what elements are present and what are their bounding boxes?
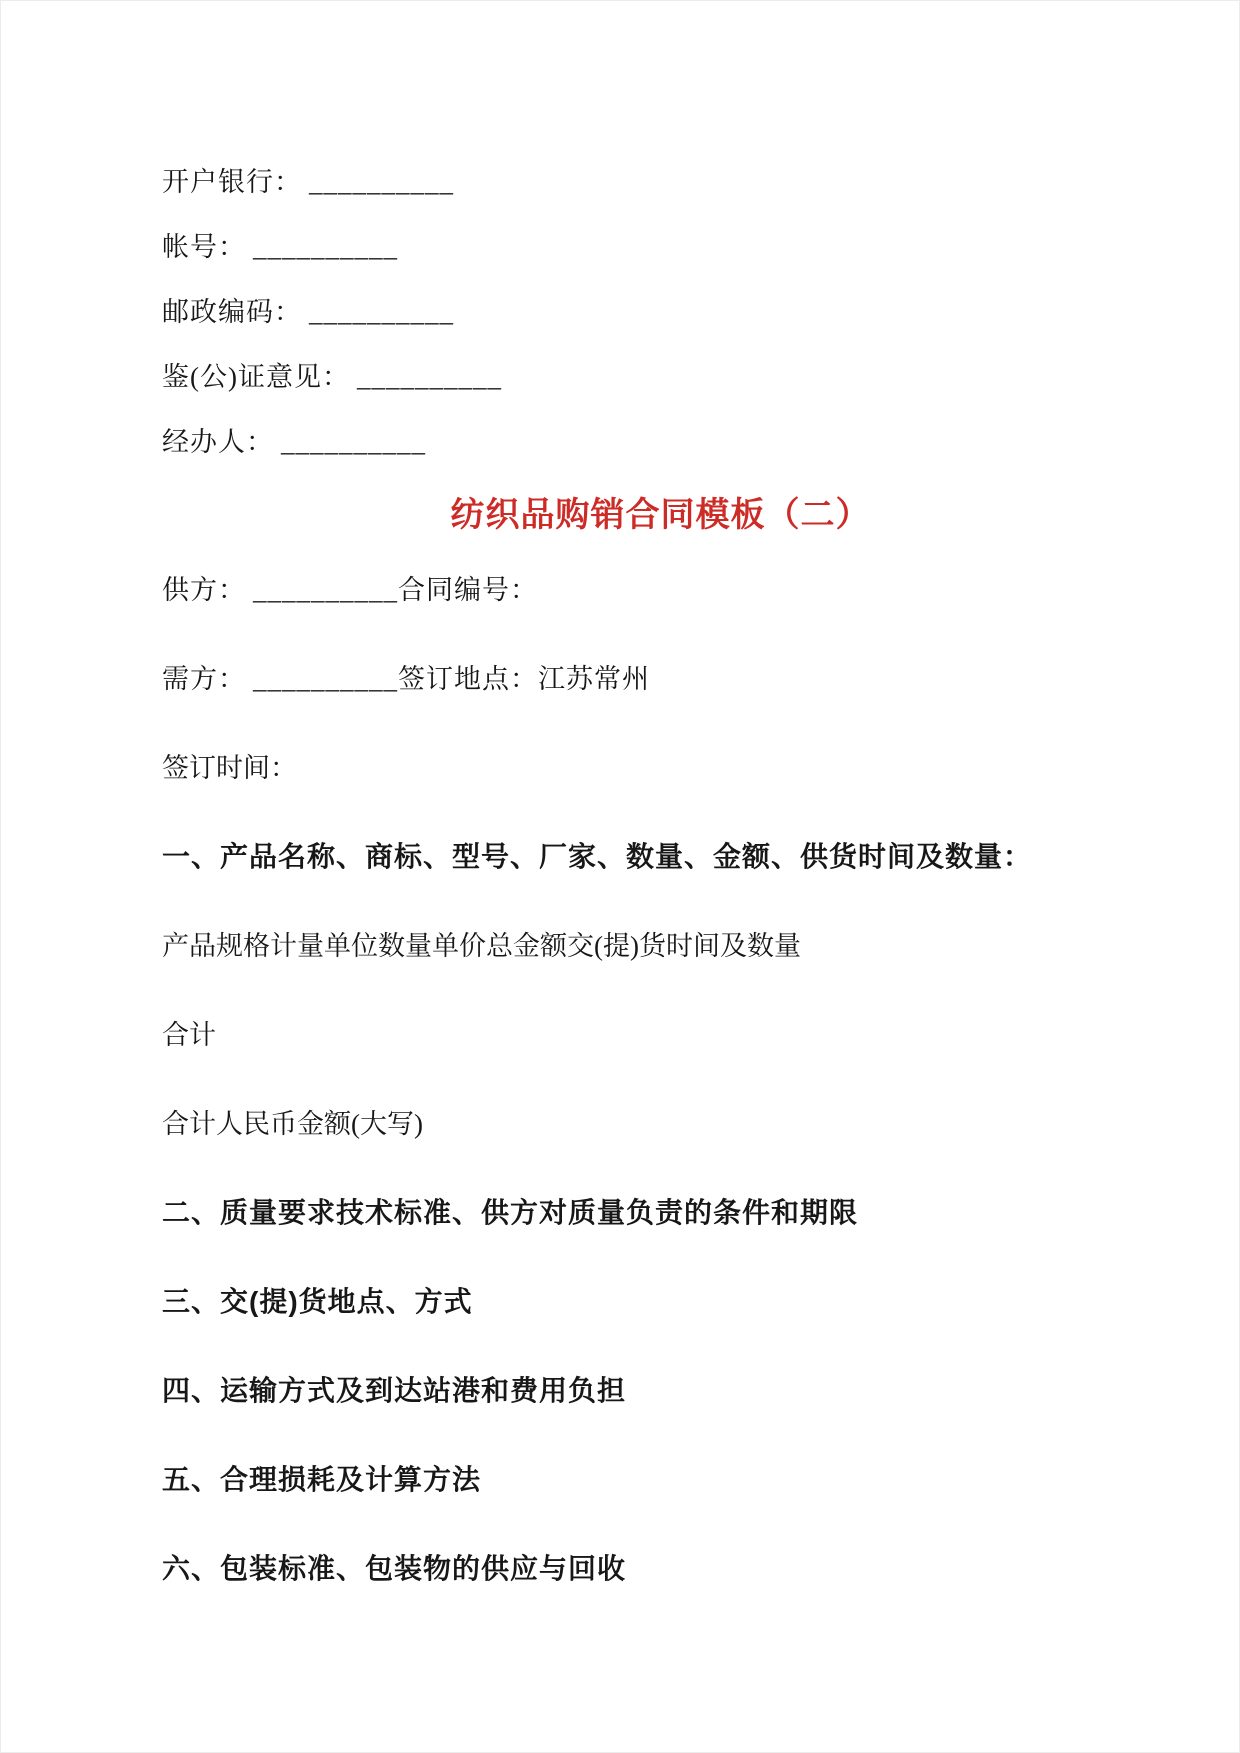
section-five-heading: 五、合理损耗及计算方法 [162, 1464, 482, 1495]
notarization-opinion-blank: __________ [356, 362, 502, 392]
postal-code-line [162, 297, 1159, 328]
account-number-label: 帐号： [162, 232, 246, 262]
document-title: 纺织品购销合同模板（二） [450, 496, 871, 534]
bank-name-label: 开户银行： [162, 167, 302, 197]
handler-line [162, 427, 1159, 458]
signing-time-line: 签订时间： [162, 753, 297, 783]
bank-name-blank: __________ [309, 167, 454, 197]
total-amount-in-words-line: 合计人民币金额(大写) [162, 1109, 423, 1139]
section-two-heading: 二、质量要求技术标准、供方对质量负责的条件和期限 [162, 1197, 859, 1228]
supplier-label: 供方： [162, 575, 246, 605]
account-number-blank: __________ [253, 232, 398, 262]
section-three-heading: 三、交(提)货地点、方式 [162, 1286, 473, 1317]
bank-name-line [162, 167, 1159, 198]
total-line: 合计 [162, 1020, 216, 1050]
buyer-line [162, 663, 1159, 695]
buyer-blank: __________ [253, 664, 398, 694]
section-four-heading: 四、运输方式及到达站港和费用负担 [162, 1375, 627, 1406]
postal-code-blank: __________ [309, 297, 454, 327]
supplier-blank: __________ [253, 575, 398, 605]
postal-code-label: 邮政编码： [162, 297, 302, 327]
notarization-opinion-label: 鉴(公)证意见： [162, 362, 350, 392]
account-number-line [162, 232, 1159, 263]
notarization-opinion-line [162, 362, 1159, 393]
section-six-heading: 六、包装标准、包装物的供应与回收 [162, 1553, 627, 1584]
signing-place-label: 签订地点：江苏常州 [398, 664, 650, 694]
contract-number-label: 合同编号： [398, 575, 538, 605]
supplier-line [162, 574, 1159, 606]
section-one-heading: 一、产品名称、商标、型号、厂家、数量、金额、供货时间及数量： [162, 841, 1033, 872]
handler-blank: __________ [281, 427, 426, 457]
product-table-header-line: 产品规格计量单位数量单价总金额交(提)货时间及数量 [162, 931, 801, 961]
handler-label: 经办人： [162, 427, 274, 457]
buyer-label: 需方： [162, 664, 246, 694]
